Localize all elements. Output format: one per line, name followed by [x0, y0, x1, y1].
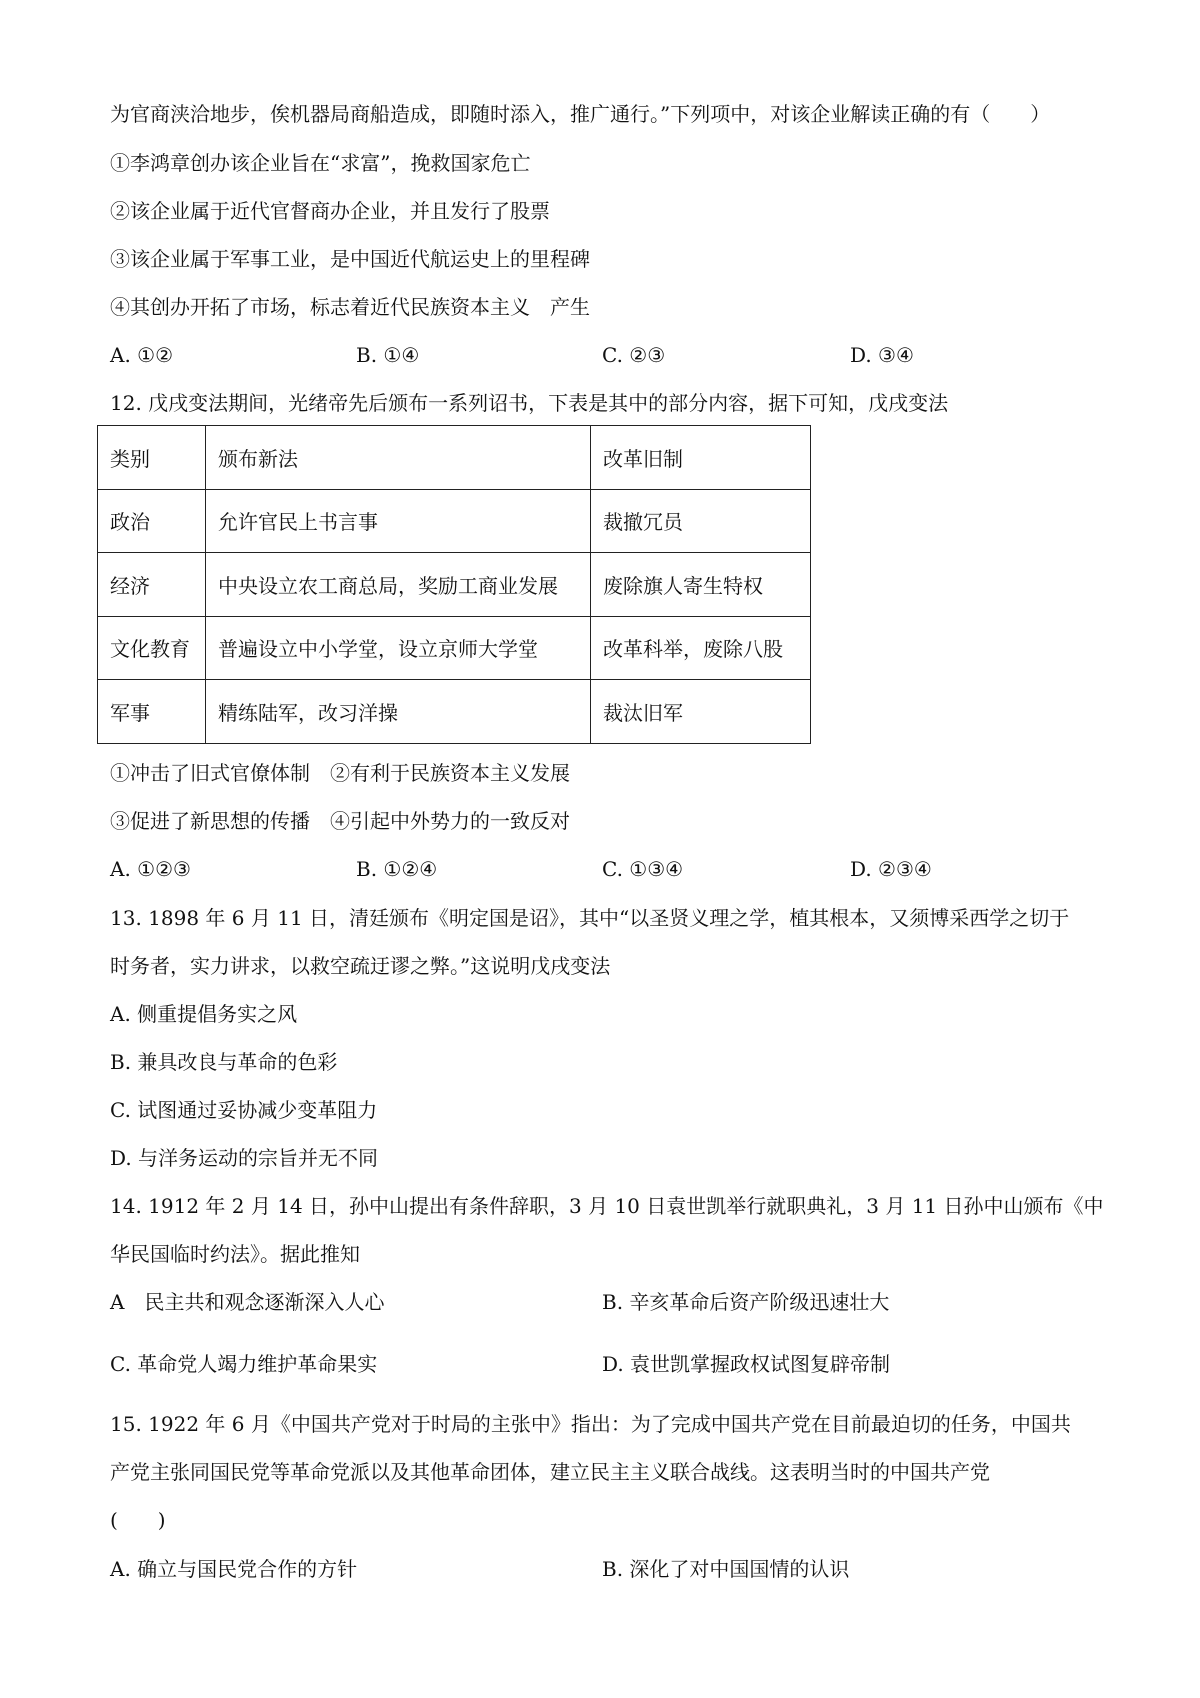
table-header-cell: 颁布新法	[206, 426, 591, 490]
table-cell: 裁撤冗员	[591, 489, 811, 553]
q11-option-a[interactable]: A. ①②	[110, 343, 174, 367]
q15-option-b[interactable]: B. 深化了对中国国情的认识	[602, 1557, 850, 1581]
q12-option-a[interactable]: A. ①②③	[110, 857, 191, 881]
table-row	[98, 616, 811, 680]
q11-statement-2: ②该企业属于近代官督商办企业，并且发行了股票	[110, 199, 550, 223]
table-cell: 中央设立农工商总局，奖励工商业发展	[206, 553, 591, 617]
q12-option-c[interactable]: C. ①③④	[602, 857, 684, 881]
q13-stem-line-1: 13. 1898 年 6 月 11 日，清廷颁布《明定国是诏》，其中“以圣贤义理之学，植其根本，又须博采西学之切于	[110, 906, 1070, 930]
q13-option-b[interactable]: B. 兼具改良与革命的色彩	[110, 1050, 338, 1074]
q13-option-d[interactable]: D. 与洋务运动的宗旨并无不同	[110, 1146, 379, 1170]
table-header-cell: 类别	[98, 426, 206, 490]
q11-option-c[interactable]: C. ②③	[602, 343, 666, 367]
q12-stem: 12. 戊戌变法期间，光绪帝先后颁布一系列诏书，下表是其中的部分内容，据下可知，戊戌变法	[110, 391, 949, 415]
q11-option-d[interactable]: D. ③④	[850, 343, 914, 367]
table-row	[98, 680, 811, 744]
table-row	[98, 489, 811, 553]
q14-option-d[interactable]: D. 袁世凯掌握政权试图复辟帝制	[602, 1352, 891, 1376]
q12-option-b[interactable]: B. ①②④	[356, 857, 438, 881]
q11-statement-4: ④其创办开拓了市场，标志着近代民族资本主义 产生	[110, 295, 590, 319]
reform-table	[97, 425, 811, 744]
q15-stem-line-2: 产党主张同国民党等革命党派以及其他革命团体，建立民主主义联合战线。这表明当时的中国共产党	[110, 1460, 990, 1484]
table-cell: 军事	[98, 680, 206, 744]
table-row	[98, 553, 811, 617]
table-cell: 经济	[98, 553, 206, 617]
q14-option-b[interactable]: B. 辛亥革命后资产阶级迅速壮大	[602, 1290, 890, 1314]
q14-stem-line-1: 14. 1912 年 2 月 14 日，孙中山提出有条件辞职，3 月 10 日袁世凯举行就职典礼，3 月 11 日孙中山颁布《中	[110, 1194, 1104, 1218]
q12-statements-line-1: ①冲击了旧式官僚体制 ②有利于民族资本主义发展	[110, 761, 570, 785]
q14-option-c[interactable]: C. 革命党人竭力维护革命果实	[110, 1352, 378, 1376]
table-header-row	[98, 426, 811, 490]
table-cell: 普遍设立中小学堂，设立京师大学堂	[206, 616, 591, 680]
table-cell: 改革科举，废除八股	[591, 616, 811, 680]
q15-stem-line-1: 15. 1922 年 6 月《中国共产党对于时局的主张中》指出：为了完成中国共产党在目前最迫切的任务，中国共	[110, 1412, 1071, 1436]
q11-option-b[interactable]: B. ①④	[356, 343, 420, 367]
q14-option-a[interactable]: A 民主共和观念逐渐深入人心	[110, 1290, 385, 1314]
table-cell: 废除旗人寄生特权	[591, 553, 811, 617]
table-header-cell: 改革旧制	[591, 426, 811, 490]
q13-option-a[interactable]: A. 侧重提倡务实之风	[110, 1002, 298, 1026]
q11-statement-1: ①李鸿章创办该企业旨在“求富”，挽救国家危亡	[110, 151, 531, 175]
q15-option-a[interactable]: A. 确立与国民党合作的方针	[110, 1557, 358, 1581]
table-cell: 文化教育	[98, 616, 206, 680]
q15-answer-blank: ( )	[110, 1508, 166, 1532]
q12-statements-line-2: ③促进了新思想的传播 ④引起中外势力的一致反对	[110, 809, 570, 833]
table-cell: 政治	[98, 489, 206, 553]
q13-option-c[interactable]: C. 试图通过妥协减少变革阻力	[110, 1098, 378, 1122]
q14-stem-line-2: 华民国临时约法》。据此推知	[110, 1242, 360, 1266]
q11-continuation: 为官商浃洽地步，俟机器局商船造成，即随时添入，推广通行。”下列项中，对该企业解读正确的有（ ）	[110, 102, 1051, 126]
q13-stem-line-2: 时务者，实力讲求，以救空疏迂谬之弊。”这说明戊戌变法	[110, 954, 611, 978]
table-cell: 裁汰旧军	[591, 680, 811, 744]
q11-statement-3: ③该企业属于军事工业，是中国近代航运史上的里程碑	[110, 247, 590, 271]
q12-option-d[interactable]: D. ②③④	[850, 857, 932, 881]
table-cell: 允许官民上书言事	[206, 489, 591, 553]
table-cell: 精练陆军，改习洋操	[206, 680, 591, 744]
